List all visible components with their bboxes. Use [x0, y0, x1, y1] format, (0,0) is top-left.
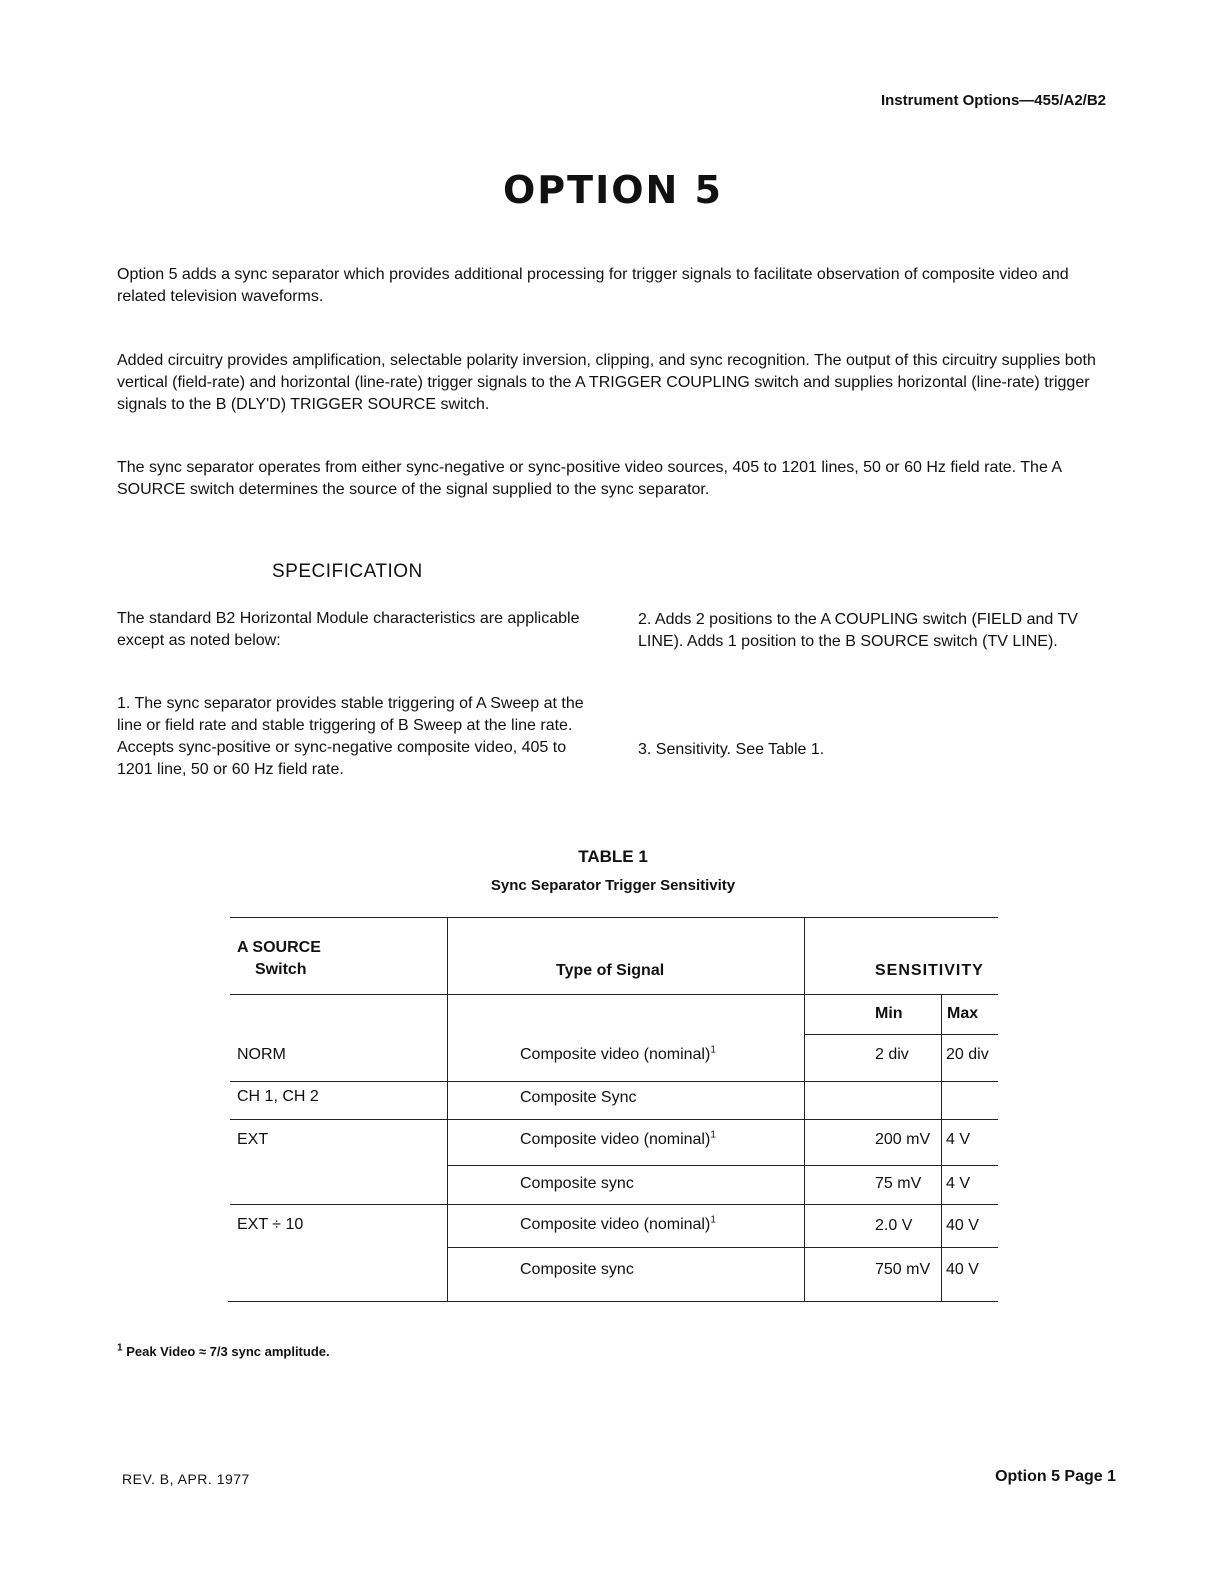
- cell-signal: Composite video (nominal)$^1$: [520, 1044, 716, 1063]
- cell-max: 40 V: [946, 1261, 979, 1278]
- spec-item-1: 1. The sync separator provides stable triggering of A Sweep at the line or field rate and stable triggering of B Sweep at the line rate. Accepts sync-positive or sync-negative composite video, 405 to 1201 line, 50 or 60 Hz field rate.: [117, 695, 584, 778]
- table-rule-top: [230, 917, 998, 918]
- cell-signal: Composite Sync: [520, 1089, 637, 1106]
- cell-min: 2.0 V: [875, 1217, 913, 1234]
- intro-paragraph-3: The sync separator operates from either sync-negative or sync-positive video sources, 405 to 1201 lines, 50 or 60 Hz field rate. The A SOURCE switch determines the source of the signal supplied to the sync separator.: [117, 459, 1062, 498]
- table-rule-minmax: [805, 1034, 998, 1035]
- cell-signal: Composite video (nominal)$^1$: [520, 1129, 716, 1148]
- cell-source: EXT: [237, 1131, 269, 1148]
- cell-max: 40 V: [946, 1217, 979, 1234]
- cell-min: 75 mV: [875, 1175, 922, 1192]
- table-rule-bottom: [228, 1301, 998, 1302]
- footnote-ref: 1: [710, 1214, 716, 1226]
- cell-max: 20 div: [946, 1046, 989, 1063]
- cell-min: 200 mV: [875, 1131, 931, 1148]
- running-header: Instrument Options—455/A2/B2: [880, 92, 1106, 109]
- page-title: OPTION 5: [503, 168, 723, 212]
- table-rule-header: [230, 994, 998, 995]
- footnote-ref: 1: [710, 1129, 716, 1141]
- table-rule-row: [230, 1204, 998, 1205]
- spec-item-3: 3. Sensitivity. See Table 1.: [638, 741, 825, 758]
- table-caption: Sync Separator Trigger Sensitivity: [490, 877, 736, 894]
- page-number: Option 5 Page 1: [995, 1468, 1116, 1485]
- spec-item-2: 2. Adds 2 positions to the A COUPLING switch (FIELD and TV LINE). Adds 1 position to the B SOURCE switch (TV LINE).: [638, 611, 1078, 650]
- header-max: Max: [947, 1005, 979, 1022]
- cell-source: NORM: [237, 1046, 286, 1063]
- header-switch: Switch: [255, 961, 307, 978]
- intro-paragraph-2: Added circuitry provides amplification, selectable polarity inversion, clipping, and sync recognition. The output of this circuitry supplies both vertical (field-rate) and horizontal (line-rate) trigger signals to the A TRIGGER COUPLING switch and supplies horizontal (line-rate) trigger signals to the B (DLY'D) TRIGGER SOURCE switch.: [117, 352, 1096, 413]
- table-rule-row: [230, 1119, 998, 1120]
- cell-min: 2 div: [875, 1046, 909, 1063]
- cell-source: EXT ÷ 10: [237, 1216, 304, 1233]
- cell-min: 750 mV: [875, 1261, 931, 1278]
- revision-date: REV. B, APR. 1977: [122, 1471, 250, 1487]
- header-a-source: A SOURCE: [237, 939, 321, 956]
- cell-source: CH 1, CH 2: [237, 1088, 319, 1105]
- footnote-mark: 1: [117, 1342, 123, 1354]
- cell-max: 4 V: [946, 1175, 971, 1192]
- table-number: TABLE 1: [578, 847, 648, 866]
- table-col-divider: [941, 994, 942, 1302]
- spec-intro: The standard B2 Horizontal Module characteristics are applicable except as noted below:: [117, 610, 580, 649]
- cell-max: 4 V: [946, 1131, 971, 1148]
- cell-signal: Composite video (nominal)$^1$: [520, 1214, 716, 1233]
- table-col-divider: [804, 917, 805, 1302]
- table-col-divider: [447, 917, 448, 1302]
- intro-paragraph-1: Option 5 adds a sync separator which provides additional processing for trigger signals to facilitate observation of composite video and related television waveforms.: [117, 266, 1069, 305]
- footnote: [117, 1344, 330, 1359]
- header-min: Min: [875, 1005, 903, 1022]
- table-rule-row: [448, 1247, 998, 1248]
- table-rule-row: [448, 1165, 998, 1166]
- header-type-of-signal: Type of Signal: [556, 962, 665, 979]
- footnote-ref: 1: [710, 1044, 716, 1056]
- cell-signal: Composite sync: [520, 1175, 634, 1192]
- cell-signal: Composite sync: [520, 1261, 634, 1278]
- footnote-text: Peak Video ≈ 7/3 sync amplitude.: [126, 1344, 330, 1359]
- specification-heading: SPECIFICATION: [272, 561, 423, 582]
- table-rule-row: [230, 1081, 998, 1082]
- header-sensitivity: SENSITIVITY: [875, 962, 984, 979]
